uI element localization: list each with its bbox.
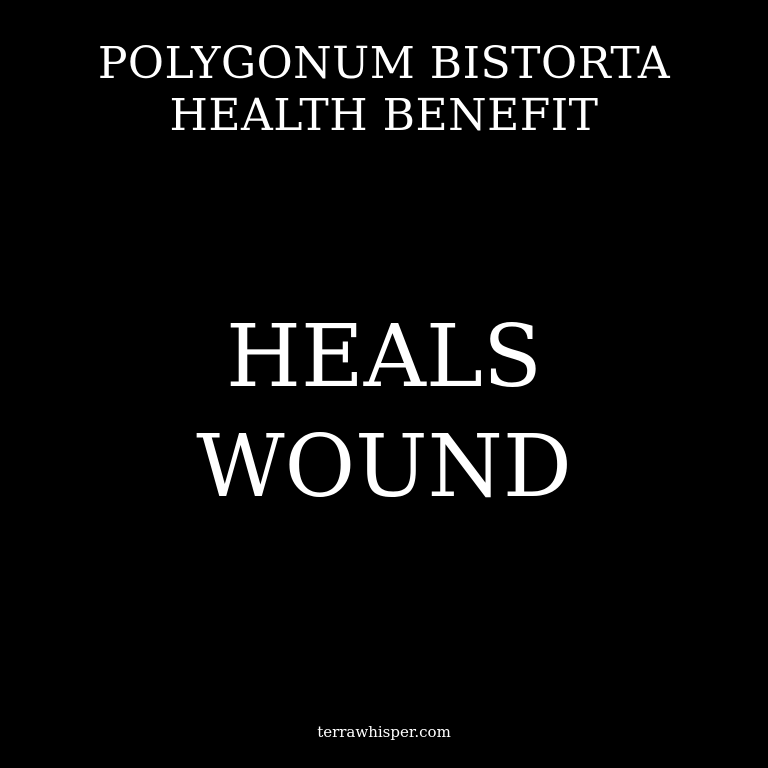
header-title-line-1: POLYGONUM BISTORTA	[97, 38, 671, 89]
benefit-heading-line-2: WOUND	[196, 417, 572, 517]
benefit-heading	[0, 302, 768, 522]
site-footer-text: terrawhisper.com	[317, 723, 451, 741]
header-title-line-2: HEALTH BENEFIT	[169, 90, 599, 141]
benefit-heading-line-1: HEALS	[226, 307, 542, 407]
header-title	[0, 38, 768, 142]
